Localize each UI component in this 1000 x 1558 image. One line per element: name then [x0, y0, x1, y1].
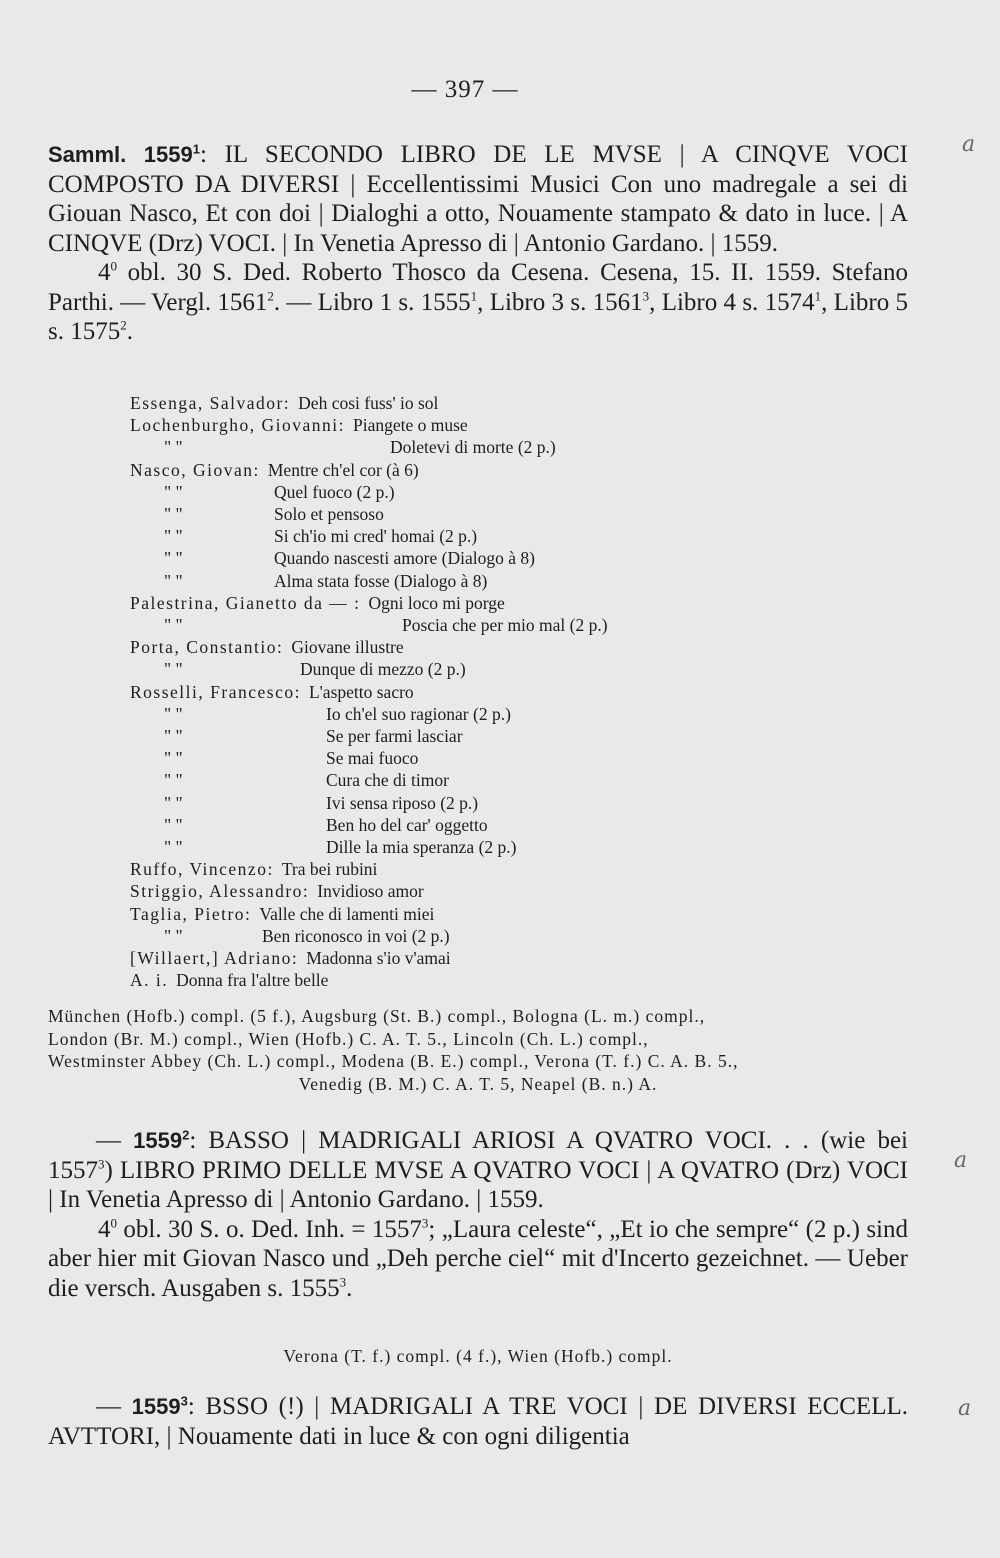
work-title: Madonna s'io v'amai	[306, 948, 451, 969]
work-title: Invidioso amor	[317, 881, 424, 902]
margin-note: a	[962, 132, 976, 157]
contents-row	[130, 459, 770, 481]
work-title: Deh cosi fuss' io sol	[298, 393, 439, 413]
contents-row	[130, 636, 770, 658]
entry-description: $4^0$ obl. 30 S. o. Ded. Inh. = $1557^3$; „Laura celeste“, „Et io che sempre“ (2 p.) sind aber hier mit Giovan Nasco und „Deh perche ciel“ mit d'Incerto gezeichnet. — Ueber die versch. Ausgaben s. 1555$^3$.	[48, 1215, 908, 1302]
library-line: London (Br. M.) compl., Wien (Hofb.) C. A. T. 5., Lincoln (Ch. L.) compl.,	[48, 1028, 649, 1049]
work-title: Poscia che per mio mal (2 p.)	[402, 615, 608, 636]
contents-row	[130, 570, 770, 592]
work-title: Valle che di lamenti miei	[259, 903, 435, 924]
composer-name: Porta, Constantio:	[130, 637, 284, 658]
entry-1559-2	[48, 1126, 908, 1303]
composer-name: " "	[164, 770, 183, 791]
work-title: Se per farmi lasciar	[326, 726, 463, 747]
library-line: Westminster Abbey (Ch. L.) compl., Modena (B. E.) compl., Verona (T. f.) C. A. B. 5.,	[48, 1051, 739, 1071]
composer-name: " "	[164, 570, 183, 591]
work-title: Tra bei rubini	[281, 859, 378, 880]
composer-name: " "	[164, 726, 183, 747]
contents-row	[130, 925, 770, 947]
contents-row	[130, 880, 770, 902]
library-holdings-2: Verona (T. f.) compl. (4 f.), Wien (Hofb.) compl.	[283, 1346, 673, 1366]
contents-row	[130, 725, 770, 747]
composer-name: Taglia, Pietro:	[130, 903, 252, 924]
composer-name: " "	[164, 748, 183, 769]
composer-name: " "	[164, 814, 183, 835]
contents-row	[130, 792, 770, 814]
contents-row	[130, 414, 770, 436]
contents-row	[130, 814, 770, 836]
contents-row	[130, 547, 770, 569]
contents-row	[130, 392, 770, 414]
contents-row	[130, 481, 770, 503]
work-title: Quel fuoco (2 p.)	[274, 481, 395, 502]
contents-row	[130, 614, 770, 636]
work-title: L'aspetto sacro	[308, 681, 414, 702]
composer-name: " "	[164, 504, 183, 525]
composer-name: Lochenburgho, Giovanni:	[130, 415, 345, 436]
entry-label: 1559$^3$	[131, 1393, 188, 1419]
composer-name: " "	[164, 548, 183, 569]
contents-row	[130, 703, 770, 725]
work-title: Io ch'el suo ragionar (2 p.)	[326, 703, 511, 724]
contents-row	[130, 947, 770, 969]
composer-name: A. i.	[130, 970, 169, 991]
contents-row	[130, 747, 770, 769]
work-title: Si ch'io mi cred' homai (2 p.)	[274, 526, 478, 547]
composer-name: " "	[164, 437, 183, 458]
work-title: Donna fra l'altre belle	[176, 970, 329, 991]
entry-1559-3	[48, 1392, 908, 1451]
composer-name: Nasco, Giovan:	[130, 459, 260, 480]
composer-name: " "	[164, 837, 183, 858]
margin-note: a	[958, 1396, 972, 1421]
composer-name: [Willaert,] Adriano:	[130, 948, 299, 969]
contents-row	[130, 681, 770, 703]
library-holdings-1	[48, 1005, 908, 1095]
composer-name: Rosselli, Francesco:	[130, 681, 301, 702]
margin-note: a	[954, 1148, 968, 1173]
contents-row	[130, 436, 770, 458]
composer-name: " "	[164, 481, 183, 502]
contents-row	[130, 525, 770, 547]
work-title: Ben ho del car' oggetto	[326, 814, 488, 835]
contents-row	[130, 658, 770, 680]
composer-name: Essenga, Salvador:	[130, 393, 291, 413]
work-title: Cura che di timor	[326, 770, 449, 791]
work-title: Dunque di mezzo (2 p.)	[300, 659, 466, 680]
page-number: — 397 —	[411, 76, 519, 103]
composer-name: Palestrina, Gianetto da — :	[130, 592, 361, 613]
composer-name: " "	[164, 925, 183, 946]
entry-title: — 1559$^2$: BASSO | MADRIGALI ARIOSI A QVATRO VOCI. . . (wie bei 1557$^3$) LIBRO PRIMO DELLE MVSE A QVATRO VOCI | A QVATRO (Drz) VOCI | In Venetia Apresso di | Antonio Gardano. | 1559.	[48, 1127, 908, 1213]
contents-list	[130, 392, 770, 991]
composer-name: " "	[164, 792, 183, 813]
contents-row	[130, 858, 770, 880]
composer-name: " "	[164, 703, 183, 724]
composer-name: " "	[164, 659, 183, 680]
entry-title: — 1559$^3$: BSSO (!) | MADRIGALI A TRE VOCI | DE DIVERSI ECCELL. AVTTORI, | Nouamente dati in luce & con ogni diligentia	[48, 1393, 908, 1450]
library-line: Venedig (B. M.) C. A. T. 5, Neapel (B. n.) A.	[298, 1073, 658, 1094]
entry-title: Samml. 1559$^1$: IL SECONDO LIBRO DE LE MVSE | A CINQVE VOCI COMPOSTO DA DIVERSI | Eccellentissimi Musici Con uno madregale a sei di Giouan Nasco, Et con doi | Dialoghi a otto, Nouamente stampato & dato in luce. | A CINQVE (Drz) VOCI. | In Venetia Apresso di | Antonio Gardano. | 1559.	[48, 141, 908, 257]
contents-row	[130, 969, 770, 991]
work-title: Solo et pensoso	[274, 504, 384, 525]
work-title: Doletevi di morte (2 p.)	[390, 437, 556, 458]
work-title: Giovane illustre	[291, 637, 404, 658]
work-title: Alma stata fosse (Dialogo à 8)	[274, 570, 488, 591]
library-line: München (Hofb.) compl. (5 f.), Augsburg (St. B.) compl., Bologna (L. m.) compl.,	[48, 1006, 706, 1026]
composer-name: Ruffo, Vincenzo:	[130, 859, 274, 880]
contents-row	[130, 903, 770, 925]
work-title: Ivi sensa riposo (2 p.)	[326, 792, 479, 813]
entry-label: Samml. 1559$^1$	[48, 141, 200, 167]
composer-name: Striggio, Alessandro:	[130, 881, 310, 902]
composer-name: " "	[164, 526, 183, 547]
entry-label: 1559$^2$	[133, 1127, 190, 1153]
work-title: Dille la mia speranza (2 p.)	[326, 837, 517, 858]
work-title: Ben riconosco in voi (2 p.)	[262, 925, 450, 946]
contents-row	[130, 503, 770, 525]
contents-row	[130, 836, 770, 858]
work-title: Quando nascesti amore (Dialogo à 8)	[274, 548, 535, 569]
composer-name: " "	[164, 615, 183, 636]
contents-row	[130, 592, 770, 614]
work-title: Mentre ch'el cor (à 6)	[267, 459, 419, 480]
work-title: Se mai fuoco	[326, 748, 419, 769]
contents-row	[130, 769, 770, 791]
work-title: Ogni loco mi porge	[368, 592, 505, 613]
entry-1559-1	[48, 140, 908, 347]
entry-description: $4^0$ obl. 30 S. Ded. Roberto Thosco da Cesena. Cesena, 15. II. 1559. Stefano Parthi. — Vergl. 1561$^2$. — Libro 1 s. 1555$^1$, Libro 3 s. 1561$^3$, Libro 4 s. 1574$^1$, Libro 5 s. 1575$^2$.	[48, 258, 909, 345]
work-title: Piangete o muse	[352, 415, 468, 436]
